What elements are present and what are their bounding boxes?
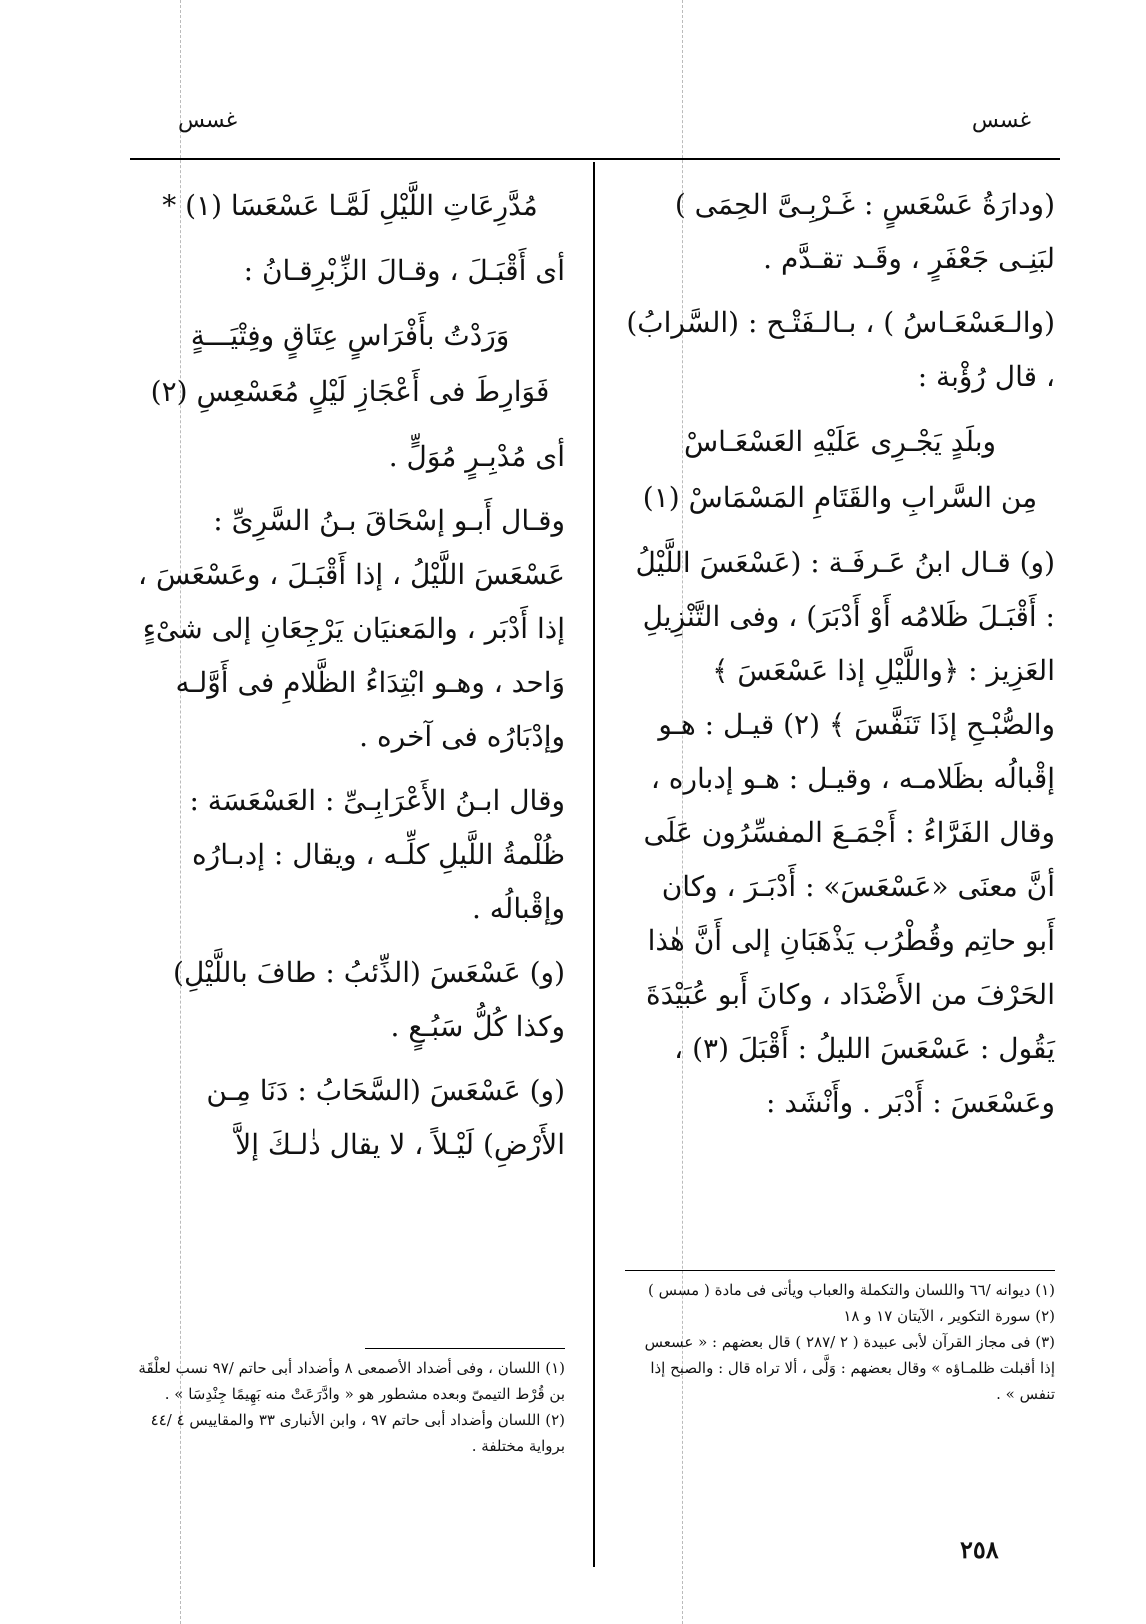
footnote-item: (٢) سورة التكوير ، الآيتان ١٧ و ١٨ xyxy=(843,1307,1055,1325)
entry-paragraph: وقال ابـنُ الأَعْرَابِـىِّ : العَسْعَسَة : ظُلْمةُ اللَّيلِ كلِّـه ، ويقال : إدبـارُه وإقْبالُه . xyxy=(189,784,565,925)
entry-paragraph: وقـال أَبـو إسْحَاقَ بـنُ السَّرِىِّ : عَسْعَسَ اللَّيْلُ ، إذا أَقْبَـلَ ، وعَسْعَسَ ، إذا أَدْبَر ، والمَعنيَان يَرْجِعَانِ إلى شىْءٍ وَاحد ، وهـو ابْتِدَاءُ الظَّلامِ فى أَوَّلـه وإدْبَارُه فى آخره . xyxy=(138,504,565,753)
entry-paragraph: (ودارَةُ عَسْعَسٍ : غَـرْبِـىَّ الحِمَى ) لبَنِـى جَعْفَرٍ ، وقَـد تقـدَّم . xyxy=(674,188,1055,275)
poetry-verse xyxy=(135,308,565,420)
entry-paragraph: (و) عَسْعَسَ (السَّحَابُ : دَنَا مِـن الأَرْضِ) لَيْـلاً ، لا يقال ذٰلـكَ إلاَّ xyxy=(206,1074,565,1161)
verse-line: مِن السَّرابِ والقَتَامِ المَسْمَاسْ (١) xyxy=(642,481,1038,514)
footnote-item: (١) اللسان ، وفى أضداد الأصمعى ٨ وأضداد أبى حاتم /٩٧ نسب لعلْقَة بن قُرْط التيمىّ وبعده مشطور هو « وادَّرَعَتْ منه بَهِيمًا جِنْدِسَا » . xyxy=(138,1359,565,1403)
verse-line: وَرَدْتُ بأَفْرَاسٍ عِتَاقٍ وفِتْيَـــةٍ xyxy=(190,319,510,352)
entry-paragraph: (و) قـال ابنُ عَـرفَـة : (عَسْعَسَ اللَّيْلُ : أَقْبَـلَ ظَلامُه أَوْ أَدْبَرَ) ، وفى التَّنْزِيلِ العَزِيز : ﴿واللَّيْلِ إذا عَسْعَسَ ﴾ والصُّبْـحِ إذَا تَنَفَّسَ ﴾ (٢) قيـل : هـو إقْبالُه بظَلامـه ، وقيـل : هـو إدباره ، وقال الفَرَّاءُ : أَجْمَـعَ المفسِّرُون عَلَى أنَّ معنَى «عَسْعَسَ» : أَدْبَـرَ ، وكان أَبو حاتِم وقُطْرُب يَذْهَبَانِ إلى أَنَّ هٰذا الحَرْفَ من الأَضْدَاد ، وكانَ أَبو عُبَيْدَةَ يَقُول : عَسْعَسَ الليلُ : أَقْبَلَ (٣) ، وعَسْعَسَ : أَدْبَر . وأَنْشَد : xyxy=(635,546,1055,1119)
left-footnotes xyxy=(135,1340,565,1459)
footnote-rule xyxy=(625,1270,1055,1271)
entry-paragraph: أى أَقْبَـلَ ، وقـالَ الزِّبْرِقـانُ : xyxy=(243,254,565,287)
right-footnotes xyxy=(625,1262,1055,1407)
poetry-verse xyxy=(625,414,1055,526)
footnote-item: (١) ديوانه /٦٦ واللسان والتكملة والعباب ويأتى فى مادة ( مسس ) xyxy=(648,1281,1055,1299)
column-divider xyxy=(593,162,595,1567)
verse-line: وبلَدٍ يَجْـرِى عَلَيْهِ العَسْعَـاسْ xyxy=(683,425,997,458)
entry-paragraph: أى مُدْبِـرٍ مُوَلٍّ . xyxy=(388,440,565,473)
right-column xyxy=(625,178,1055,1140)
page-number: ٢٥٨ xyxy=(960,1535,999,1564)
footnote-item: (٢) اللسان وأضداد أبى حاتم ٩٧ ، وابن الأنبارى ٣٣ والمقاييس ٤ /٤٤ برواية مختلفة . xyxy=(150,1411,565,1455)
footnote-rule xyxy=(365,1348,565,1349)
entry-paragraph: (و) عَسْعَسَ (الذِّئبُ : طافَ باللَّيْلِ) وكذا كُلُّ سَبُـعٍ . xyxy=(173,956,565,1043)
verse-line: فَوَارِطَ فى أَعْجَازِ لَيْلٍ مُعَسْعِسِ (٢) xyxy=(150,375,550,408)
header-rule xyxy=(130,158,1060,160)
left-column xyxy=(135,178,565,1182)
header-root-word-left: غسس xyxy=(178,108,238,133)
entry-paragraph: (والـعَسْعَـاسُ ) ، بـالـفَتْـح : (السَّرابُ) ، قال رُؤْبة : xyxy=(626,306,1055,393)
poetry-verse: مُدَّرِعَاتِ اللَّيْلِ لَمَّـا عَسْعَسَا (١) * xyxy=(162,189,538,222)
footnote-item: (٣) فى مجاز القرآن لأبى عبيدة ( ٢ /٢٨٧ ) قال بعضهم : « عسعس إذا أقبلت ظلمـاؤه » وقال بعضهم : وَلَّى ، ألا تراه قال : والصبح إذا تنفس » . xyxy=(644,1333,1055,1403)
header-root-word-right: غسس xyxy=(971,108,1031,133)
